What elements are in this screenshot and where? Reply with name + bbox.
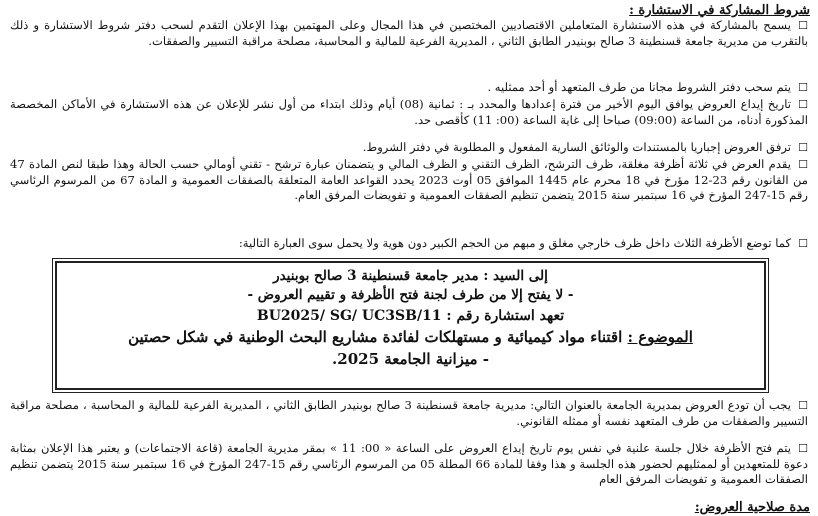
- envelope-label-box: [55, 261, 766, 390]
- checkbox-bullet-icon: ☐: [798, 81, 808, 94]
- list-item-8: [10, 441, 808, 488]
- envelope-addressee: إلى السيد : مدير جامعة قسنطينة 3 صالح بوبنيدر: [273, 268, 548, 284]
- checkbox-bullet-icon: ☐: [798, 237, 808, 250]
- checkbox-bullet-icon: ☐: [798, 98, 808, 111]
- section-heading-offer-validity: مدة صلاحية العروض:: [694, 500, 810, 515]
- list-item-1-text: يسمح بالمشاركة في هذه الاستشارة المتعاملين الاقتصاديين المختصين في هذا المجال وعلى المهتمين بهذا الإعلان التقدم لسحب دفتر شروط الاستشارة و ذلك بالتقرب من مديرية جامعة قسنطينة 3 صالح بوبنيدر الطابق الثاني ، المديرية الفرعية للمالية و المحاسبة، مصلحة مراقبة التسيير والصفقات.: [10, 18, 808, 48]
- list-item-2-text: يتم سحب دفتر الشروط مجانا من طرف المتعهد أو أحد ممثليه .: [487, 80, 791, 94]
- list-item-3-text: تاريخ إيداع العروض يوافق اليوم الأخير من فترة إعدادها والمحدد بـ : ثمانية (08) أيام وذلك ابتداء من أول نشر للإعلان عن هذه الاستشارة في الأماكن المخصصة المذكورة أدناه، من الساعة (09:00) صباحا إلى غاية الساعة (00: 11) كأقصى حد.: [10, 97, 808, 127]
- list-item-6-text: كما توضع الأظرفة الثلاث داخل ظرف خارجي مغلق و مبهم من الحجم الكبير دون هوية ولا يحمل سوى العبارة التالية:: [238, 236, 791, 250]
- checkbox-bullet-icon: ☐: [798, 442, 808, 455]
- list-item-4-text: ترفق العروض إجباريا بالمستندات والوثائق السارية المفعول و المطلوبة في دفتر الشروط.: [362, 140, 791, 154]
- list-item-5: [10, 157, 808, 204]
- checkbox-bullet-icon: ☐: [798, 399, 808, 412]
- list-item-2: [10, 80, 808, 96]
- envelope-subject: [57, 328, 764, 346]
- consultation-number-label: تعهد استشارة رقم :: [446, 308, 565, 324]
- list-item-4: [10, 140, 808, 156]
- list-item-1: [10, 18, 808, 49]
- section-heading-participation-conditions: شروط المشاركة في الاستشارة :: [629, 3, 810, 18]
- list-item-5-text: يقدم العرض في ثلاثة أظرفة مغلقة، ظرف الترشح، الظرف التقني و الظرف المالي و يتضمنان عبارة ترشح - تقني أومالي حسب الحالة وهذا طبقا لنص المادة 47 من القانون رقم 23-12 مؤرخ في 18 محرم عام 1445 الموافق 05 أوت 2023 يحدد القواعد العامة المتعلقة بالصفقات العمومية و المادة 67 من المرسوم الرئاسي رقم 15-247 المؤرخ في 16 سبتمبر سنة 2015 يتضمن تنظيم الصفقات العمومية و تفويضات المرفق العام.: [10, 157, 808, 203]
- envelope-do-not-open: - لا يفتح إلا من طرف لجنة فتح الأظرفة و تقييم العروض -: [247, 287, 574, 303]
- checkbox-bullet-icon: ☐: [798, 141, 808, 154]
- consultation-reference: BU2025/ SG/ UC3SB/11: [256, 308, 442, 324]
- envelope-budget: - ميزانية الجامعة 2025.: [332, 350, 489, 368]
- envelope-consultation-number: [57, 308, 764, 324]
- list-item-7: [10, 398, 808, 429]
- subject-text: اقتناء مواد كيميائية و مستهلكات لفائدة مشاريع البحث الوطنية في شكل حصتين: [128, 328, 623, 346]
- subject-label: الموضوع :: [627, 328, 693, 346]
- list-item-3: [10, 97, 808, 128]
- checkbox-bullet-icon: ☐: [798, 19, 808, 32]
- list-item-6: [10, 236, 808, 252]
- checkbox-bullet-icon: ☐: [798, 158, 808, 171]
- list-item-7-text: يجب أن تودع العروض بمديرية الجامعة بالعنوان التالي: مديرية جامعة قسنطينة 3 صالح بوبنيدر الطابق الثاني ، المديرية الفرعية للمالية و المحاسبة ، مصلحة مراقبة التسيير والصفقات من طرف المتعهد نفسه أو ممثله القانوني.: [10, 398, 808, 428]
- list-item-8-text: يتم فتح الأظرفة خلال جلسة علنية في نفس يوم تاريخ إيداع العروض على الساعة « 00: 11 » بمقر مديرية الجامعة (قاعة الاجتماعات) و يعتبر هذا الإعلان بمثابة دعوة للمتعهدين أو لممثليهم لحضور هذه الجلسة و هذا وفقا للمادة 66 المطلة 05 من المرسوم الرئاسي رقم 15-247 المؤرخ في 16 سبتمبر سنة 2015 يتضمن تنظيم الصفقات العمومية و تفويضات المرفق العام: [10, 441, 808, 487]
